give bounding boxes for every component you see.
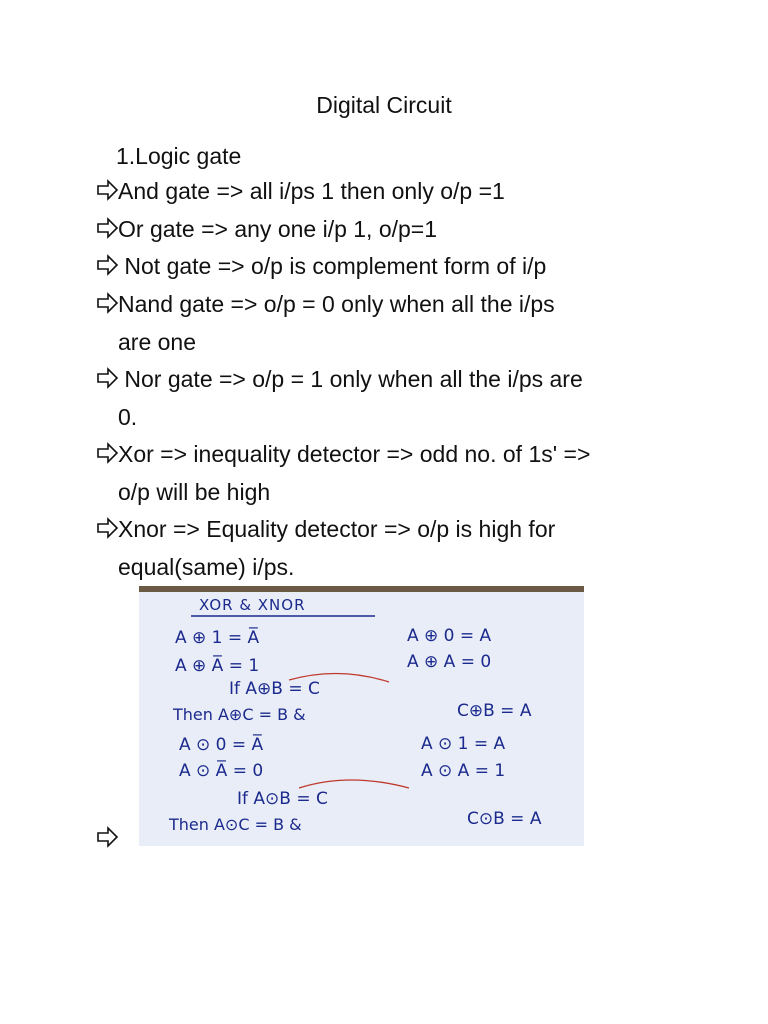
whiteboard-drawing (139, 586, 584, 846)
list-item-text: Xnor => Equality detector => o/p is high for (118, 516, 556, 542)
figure-title: XOR & XNOR (199, 596, 306, 614)
list-item-text: And gate => all i/ps 1 then only o/p =1 (118, 178, 505, 204)
list-item-text: Not gate => o/p is complement form of i/p (118, 253, 547, 279)
list-item (96, 361, 696, 436)
hollow-right-arrow-icon (96, 365, 120, 391)
identity-left: Then A⊙C = B & (169, 815, 302, 834)
hollow-right-arrow-icon (96, 515, 120, 541)
list-item (96, 248, 696, 286)
list-item-continuation: 0. (118, 403, 138, 430)
identity-right: A ⊙ A = 1 (421, 761, 506, 781)
hollow-right-arrow-icon (96, 177, 120, 203)
hollow-right-arrow-icon (96, 440, 120, 466)
list-item (96, 436, 696, 511)
condition-line: If A⊕B = C (229, 679, 320, 699)
hollow-right-arrow-icon (96, 290, 120, 316)
whiteboard-photo (139, 586, 584, 846)
identity-left: A ⊕ 1 = A̅ (175, 628, 260, 648)
hollow-right-arrow-icon (96, 215, 120, 241)
list-item-text: Or gate => any one i/p 1, o/p=1 (118, 216, 438, 242)
condition-line: If A⊙B = C (237, 789, 328, 809)
list-item-continuation: equal(same) i/ps. (118, 553, 295, 580)
identity-right: A ⊕ A = 0 (407, 652, 492, 672)
hollow-right-arrow-icon (96, 252, 120, 278)
board-top-edge (139, 586, 584, 592)
list-item (96, 211, 696, 249)
identity-left: A ⊙ 0 = A̅ (179, 735, 264, 755)
list-item-text: Nand gate => o/p = 0 only when all the i/ps (118, 291, 555, 317)
section-heading: 1.Logic gate (116, 143, 242, 169)
list-item (96, 511, 696, 586)
identity-left: A ⊕ A̅ = 1 (175, 656, 260, 676)
list-item-continuation: o/p will be high (118, 478, 271, 505)
page-title: Digital Circuit (316, 92, 452, 118)
list-item (96, 286, 696, 361)
hollow-right-arrow-icon (96, 824, 120, 850)
identity-right: C⊙B = A (467, 809, 542, 829)
identity-right: A ⊙ 1 = A (421, 734, 506, 754)
list-item-continuation: are one (118, 328, 197, 355)
identity-right: C⊕B = A (457, 701, 532, 721)
list-item (96, 173, 696, 211)
identity-left: Then A⊕C = B & (173, 705, 306, 724)
list-item-text: Nor gate => o/p = 1 only when all the i/ps are (118, 366, 583, 392)
identity-right: A ⊕ 0 = A (407, 626, 492, 646)
list-item-text: Xor => inequality detector => odd no. of 1s' => (118, 441, 591, 467)
identity-left: A ⊙ A̅ = 0 (179, 761, 264, 781)
